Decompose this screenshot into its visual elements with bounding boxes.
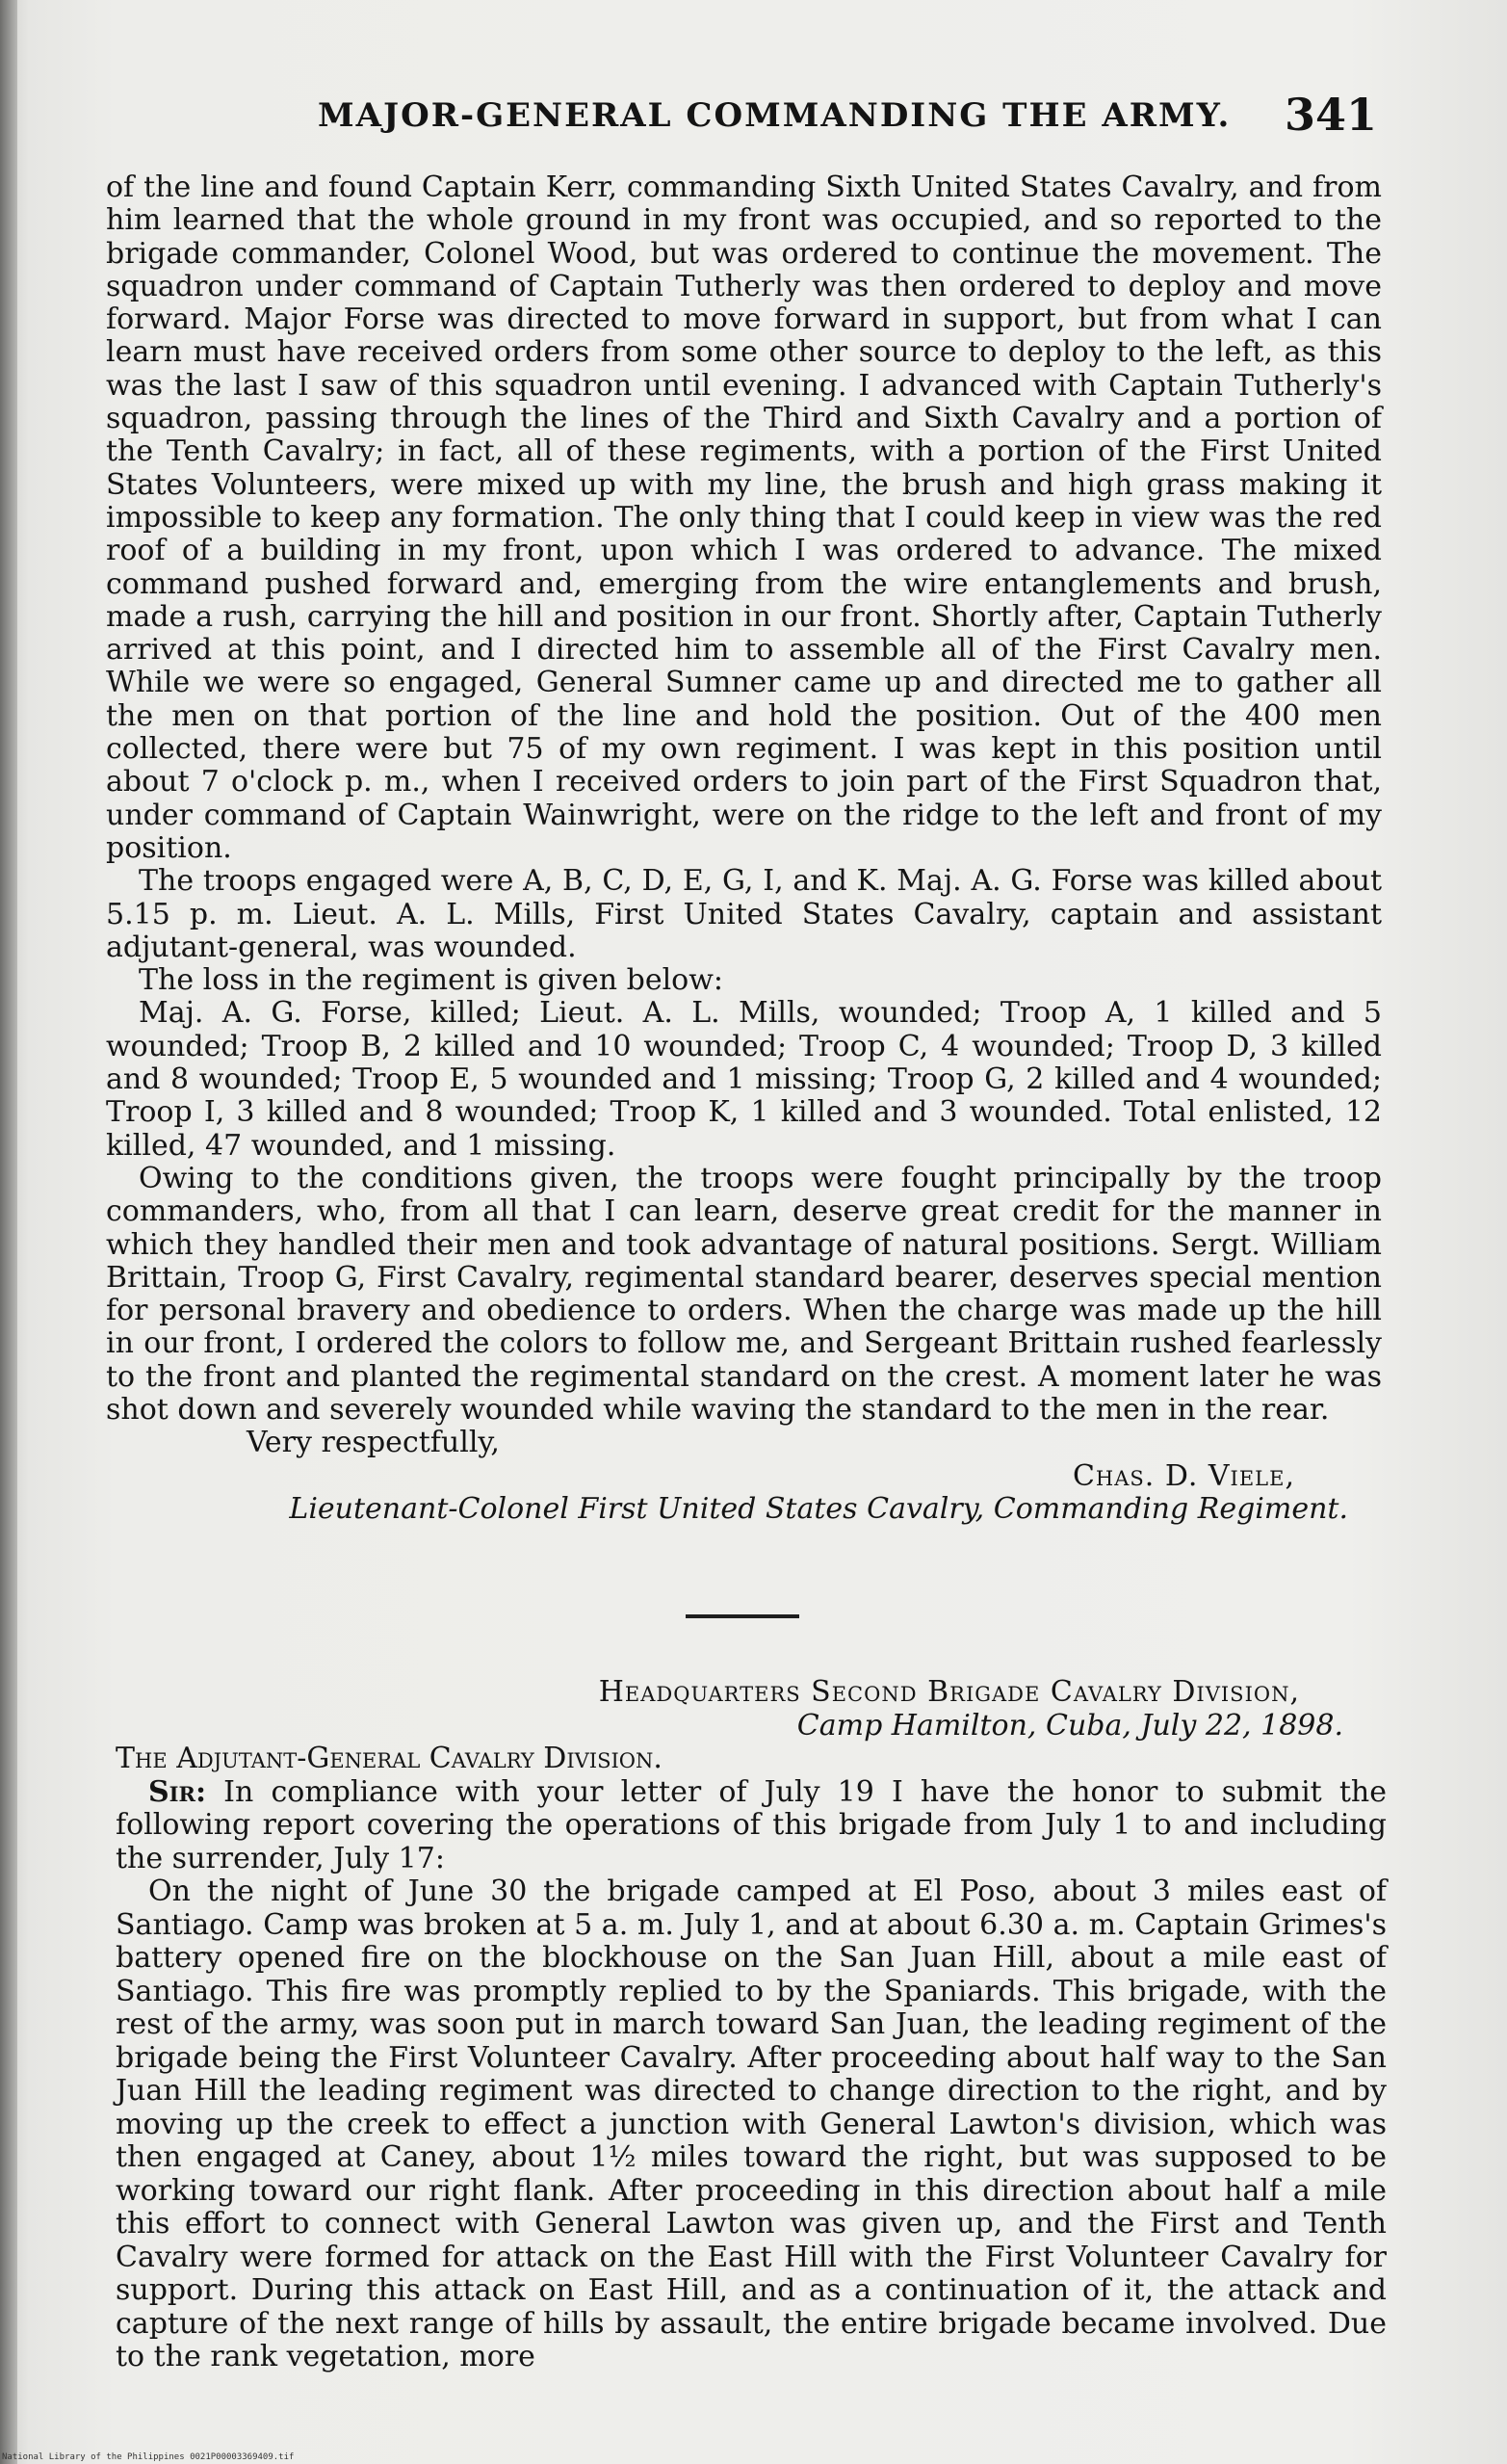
report-addressee: The Adjutant-General Cavalry Division.: [116, 1742, 663, 1775]
running-head: MAJOR-GENERAL COMMANDING THE ARMY.: [318, 96, 1232, 135]
report-heading: Headquarters Second Brigade Cavalry Division,: [598, 1675, 1300, 1709]
scan-footer-label: National Library of the Philippines 0021P00003369409.tif: [2, 2452, 295, 2462]
body-paragraph: The loss in the regiment is given below:: [139, 963, 724, 998]
report-second-brigade: [116, 1676, 1387, 2374]
paragraph-text: In compliance with your letter of July 19 I have the honor to submit the following report covering the operations of this brigade from July 1 to and including the surrender, July 17:: [116, 1774, 1387, 1875]
body-paragraph: [116, 1776, 1387, 1876]
page-binding-edge: [0, 0, 17, 2464]
page-header: [193, 89, 1406, 146]
body-paragraph: of the line and found Captain Kerr, commanding Sixth United States Cavalry, and from him learned that the whole ground in my front was occupied, and so reported to the brigade commander, Colonel Wood, but was ordered to continue the movement. The squadron under command of Captain Tutherly was then ordered to deploy and move forward. Major Forse was directed to move forward in support, but from what I can learn must have received orders from some other source to deploy to the left, as this was the last I saw of this squadron until evening. I advanced with Captain Tutherly's squadron, passing through the lines of the Third and Sixth Cavalry and a portion of the Tenth Cavalry; in fact, all of these regiments, with a portion of the First United States Volunteers, were mixed up with my line, the brush and high grass making it impossible to keep any formation. The only thing that I could keep in view was the red roof of a building in my front, upon which I was ordered to advance. The mixed command pushed forward and, emerging from the wire entanglements and brush, made a rush, carrying the hill and position in our front. Shortly after, Captain Tutherly arrived at this point, and I directed him to assemble all of the First Cavalry men. While we were so engaged, General Sumner came up and directed me to gather all the men on that portion of the line and hold the position. Out of the 400 men collected, there were but 75 of my own regiment. I was kept in this position until about 7 o'clock p. m., when I received orders to join part of the First Squadron that, under command of Captain Wainwright, were on the ridge to the left and front of my position.: [106, 170, 1382, 865]
report-first-cavalry: [106, 171, 1382, 1526]
closing-salutation: Very respectfully,: [247, 1426, 500, 1460]
signature-title: Lieutenant-Colonel First United States Cavalry, Commanding Regiment.: [289, 1491, 1348, 1526]
page-number: 341: [1284, 89, 1377, 141]
salutation: Sir:: [148, 1774, 207, 1809]
body-paragraph: Maj. A. G. Forse, killed; Lieut. A. L. Mills, wounded; Troop A, 1 killed and 5 wounded; Troop B, 2 killed and 10 wounded; Troop C, 4 wounded; Troop D, 3 killed and 8 wounded; Troop E, 5 wounded and 1 missing; Troop G, 2 killed and 4 wounded; Troop I, 3 killed and 8 wounded; Troop K, 1 killed and 3 wounded. Total enlisted, 12 killed, 47 wounded, and 1 missing.: [106, 996, 1382, 1163]
body-paragraph: On the night of June 30 the brigade camped at El Poso, about 3 miles east of Santiago. Camp was broken at 5 a. m. July 1, and at about 6.30 a. m. Captain Grimes's battery opened fire on the blockhouse on the San Juan Hill, about a mile east of Santiago. This fire was promptly replied to by the Spaniards. This brigade, with the rest of the army, was soon put in march toward San Juan, the leading regiment of the brigade being the First Volunteer Cavalry. After proceeding about half way to the San Juan Hill the leading regiment was directed to change direction to the right, and by moving up the creek to effect a junction with General Lawton's division, which was then engaged at Caney, about 1½ miles toward the right, but was supposed to be working toward our right flank. After proceeding in this direction about half a mile this effort to connect with General Lawton was given up, and the First and Tenth Cavalry were formed for attack on the East Hill with the First Volunteer Cavalry for support. During this attack on East Hill, and as a continuation of it, the attack and capture of the next range of hills by assault, the entire brigade became involved. Due to the rank vegetation, more: [116, 1874, 1387, 2373]
section-divider: [686, 1614, 799, 1618]
report-dateline: Camp Hamilton, Cuba, July 22, 1898.: [796, 1708, 1343, 1743]
body-paragraph: The troops engaged were A, B, C, D, E, G, I, and K. Maj. A. G. Forse was killed about 5.15 p. m. Lieut. A. L. Mills, First United States Cavalry, captain and assistant adjutant-general, was wounded.: [106, 864, 1382, 964]
signature-name: Chas. D. Viele,: [1072, 1458, 1295, 1493]
body-paragraph: Owing to the conditions given, the troops were fought principally by the troop commanders, who, from all that I can learn, deserve great credit for the manner in which they handled their men and took advantage of natural positions. Sergt. William Brittain, Troop G, First Cavalry, regimental standard bearer, deserves special mention for personal bravery and obedience to orders. When the charge was made up the hill in our front, I ordered the colors to follow me, and Sergeant Brittain rushed fearlessly to the front and planted the regimental standard on the crest. A moment later he was shot down and severely wounded while waving the standard to the men in the rear.: [106, 1161, 1382, 1427]
